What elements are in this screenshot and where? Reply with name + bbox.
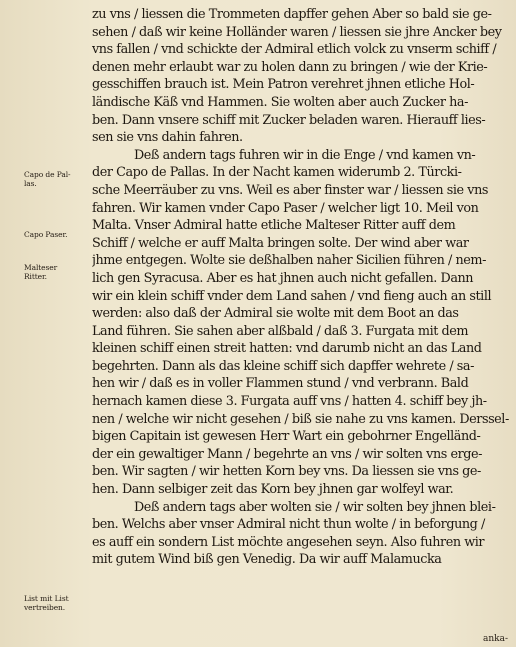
text-line: wir ein klein schiff vnder dem Land sahen / vnd fieng auch an still [92, 288, 492, 304]
text-line: denen mehr erlaubt war zu holen dann zu bringen / wie der Krie- [92, 59, 488, 75]
text-line: sen sie vns dahin fahren. [92, 130, 243, 146]
text-line: mit gutem Wind biß gen Venedig. Da wir auff Malamucka [92, 552, 442, 568]
text-line: Deß andern tags fuhren wir in die Enge / vnd kamen vn- [134, 147, 476, 163]
text-line: hen. Dann selbiger zeit das Korn bey jhnen gar wolfeyl war. [92, 482, 454, 498]
text-line: gesschiffen brauch ist. Mein Patron verehret jhnen etliche Hol- [92, 77, 475, 93]
text-line: zu vns / liessen die Trommeten dapffer gehen Aber so bald sie ge- [92, 7, 492, 22]
text-line: werden: also daß der Admiral sie wolte mit dem Boot an das [92, 306, 459, 322]
text-line: Schiff / welche er auff Malta bringen solte. Der wind aber war [92, 235, 469, 251]
text-line: Land führen. Sie sahen aber alßbald / daß 3. Furgata mit dem [92, 323, 469, 339]
text-line: ben. Dann vnsere schiff mit Zucker beladen waren. Hierauff lies- [92, 112, 486, 128]
text-line: sehen / daß wir keine Holländer waren / liessen sie jhre Ancker bey [92, 24, 502, 40]
body-text [92, 6, 510, 569]
margin-note-list-mit-list [24, 594, 84, 612]
text-line: fahren. Wir kamen vnder Capo Paser / welcher ligt 10. Meil von [92, 200, 479, 216]
text-line: der Capo de Pallas. In der Nacht kamen widerumb 2. Türcki- [92, 165, 462, 181]
text-line: der ein gewaltiger Mann / begehrte an vns / wir solten vns erge- [92, 446, 483, 462]
text-line: ben. Welchs aber vnser Admiral nicht thun wolte / in beforgung / [92, 517, 485, 533]
margin-note-text: Capo de Pal- las. [24, 170, 71, 188]
margin-note-text: Malteser Ritter. [24, 263, 58, 281]
text-line: hen wir / daß es in voller Flammen stund / vnd verbrann. Bald [92, 376, 469, 392]
text-line: bigen Capitain ist gewesen Herr Wart ein gebohrner Engelländ- [92, 429, 481, 445]
text-line: lich gen Syracusa. Aber es hat jhnen auch nicht gefallen. Dann [92, 270, 474, 286]
text-line: vns fallen / vnd schickte der Admiral etlich volck zu vnserm schiff / [92, 42, 497, 58]
margin-note-text: Capo Paser. [24, 230, 68, 239]
text-line: ländische Käß vnd Hammen. Sie wolten aber auch Zucker ha- [92, 94, 468, 110]
catchword: anka- [482, 634, 508, 644]
text-line: jhme entgegen. Wolte sie deßhalben naher Sicilien führen / nem- [92, 253, 486, 269]
margin-note-capo-de-pallas [24, 170, 84, 188]
text-line: nen / welche wir nicht gesehen / biß sie nahe zu vns kamen. Derssel- [92, 411, 509, 427]
text-line: sche Meerräuber zu vns. Weil es aber finster war / liessen sie vns [92, 182, 488, 198]
text-line: begehrten. Dann als das kleine schiff sich dapffer wehrete / sa- [92, 358, 474, 374]
text-line: es auff ein sondern List möchte angesehen seyn. Also fuhren wir [92, 534, 485, 550]
margin-note-text: List mit List vertreiben. [24, 594, 69, 612]
text-line: Malta. Vnser Admiral hatte etliche Malteser Ritter auff dem [92, 218, 456, 234]
text-line: hernach kamen diese 3. Furgata auff vns / hatten 4. schiff bey jh- [92, 394, 487, 410]
text-line: Deß andern tags aber wolten sie / wir solten bey jhnen blei- [134, 499, 496, 515]
margin-note-malteser-ritter [24, 263, 84, 281]
text-line: ben. Wir sagten / wir hetten Korn bey vns. Da liessen sie vns ge- [92, 464, 481, 480]
text-line: kleinen schiff einen streit hatten: vnd darumb nicht an das Land [92, 341, 482, 357]
margin-note-capo-paser [24, 230, 84, 239]
